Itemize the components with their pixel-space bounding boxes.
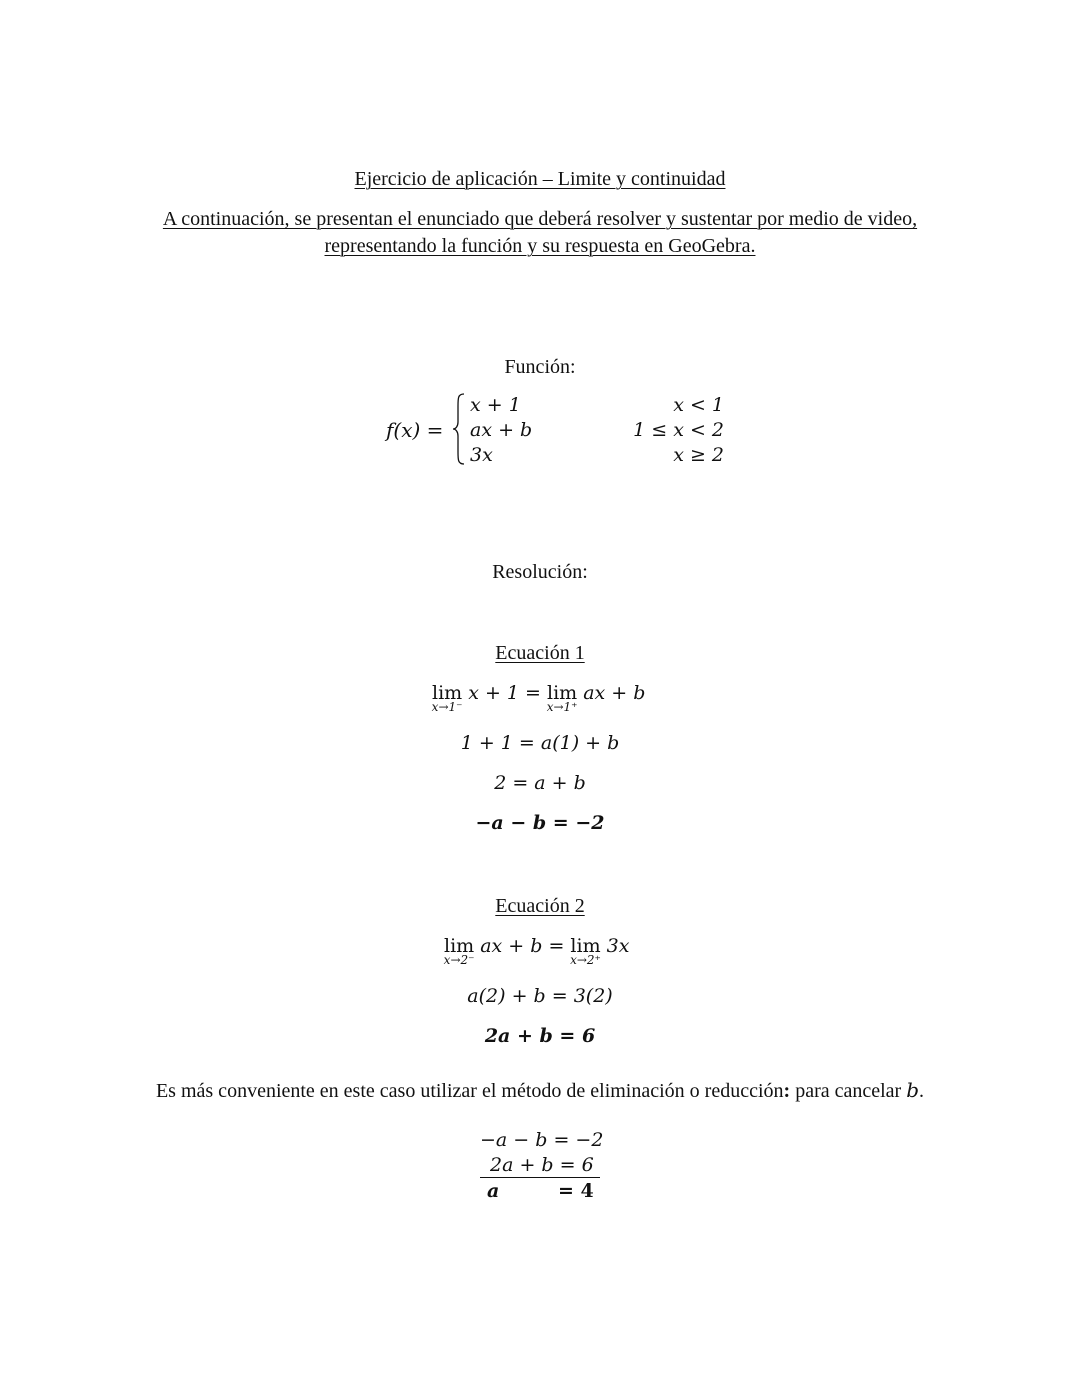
piecewise-brace-icon	[452, 392, 466, 466]
equation-2-step-1: a(2) + b = 3(2)	[467, 985, 613, 1007]
elimination-sum-line	[480, 1177, 600, 1178]
equation-1-left-limit	[431, 682, 463, 714]
document-title	[0, 168, 1080, 191]
equation-2-right-limit	[570, 935, 601, 967]
equation-2-limit-line	[443, 935, 630, 967]
lim-word: lim	[432, 682, 463, 704]
equation-2-right-expr: 3x	[600, 935, 630, 957]
equation-1-step-1: 1 + 1 = a(1) + b	[460, 732, 620, 754]
method-sentence-colon: :	[783, 1080, 791, 1102]
method-sentence-text: Es más conveniente en este caso utilizar el método de eliminación o reducción	[155, 1080, 784, 1102]
equation-2-heading-text: Ecuación 2	[495, 895, 585, 917]
equation-1-limit-line	[431, 682, 646, 714]
lim-subscript: x→2⁻	[443, 953, 475, 967]
elimination-row-2: 2a + b = 6	[490, 1154, 594, 1176]
case-1-expression: x + 1	[470, 394, 521, 416]
method-sentence	[0, 1078, 1080, 1103]
equation-1-right-limit	[546, 682, 578, 714]
case-2-condition: 1 ≤ x < 2	[633, 419, 724, 441]
equation-1-right-expr: ax + b	[577, 682, 646, 704]
elimination-row-1: −a − b = −2	[480, 1129, 604, 1151]
method-sentence-mid: para cancelar	[790, 1080, 907, 1102]
lim-subscript: x→1⁺	[546, 700, 578, 714]
equation-2-left-expr: ax + b =	[474, 935, 571, 957]
case-2-expression: ax + b	[470, 419, 533, 441]
equation-2-left-limit	[443, 935, 475, 967]
lim-word: lim	[444, 935, 475, 957]
method-sentence-variable: b	[906, 1078, 920, 1102]
equation-1-heading-text: Ecuación 1	[495, 642, 585, 664]
equation-1-left-expr: x + 1 =	[462, 682, 548, 704]
lim-subscript: x→2⁺	[570, 953, 601, 967]
equation-1-result: −a − b = −2	[475, 812, 605, 834]
lim-subscript: x→1⁻	[431, 700, 463, 714]
lim-word: lim	[547, 682, 578, 704]
case-1-condition: x < 1	[673, 394, 724, 416]
equation-2-result: 2a + b = 6	[484, 1025, 596, 1047]
elimination-result-variable: a	[487, 1180, 500, 1202]
elimination-result-value: = 4	[558, 1180, 594, 1202]
equation-1-step-2: 2 = a + b	[494, 772, 586, 794]
intro-line-1	[0, 208, 1080, 231]
document-title-text: Ejercicio de aplicación – Limite y continuidad	[354, 168, 726, 190]
equation-2-heading	[0, 895, 1080, 918]
lim-word: lim	[570, 935, 601, 957]
method-sentence-end: .	[919, 1080, 925, 1102]
equation-1-heading	[0, 642, 1080, 665]
intro-line-2	[0, 235, 1080, 258]
intro-line-1-text: A continuación, se presentan el enunciado que deberá resolver y sustentar por medio de video,	[162, 208, 918, 230]
case-3-condition: x ≥ 2	[673, 444, 724, 466]
function-label: f(x) =	[386, 418, 444, 442]
resolucion-heading: Resolución:	[492, 561, 588, 583]
funcion-heading: Función:	[504, 356, 576, 378]
intro-line-2-text: representando la función y su respuesta en GeoGebra.	[324, 235, 756, 257]
case-3-expression: 3x	[470, 444, 493, 466]
